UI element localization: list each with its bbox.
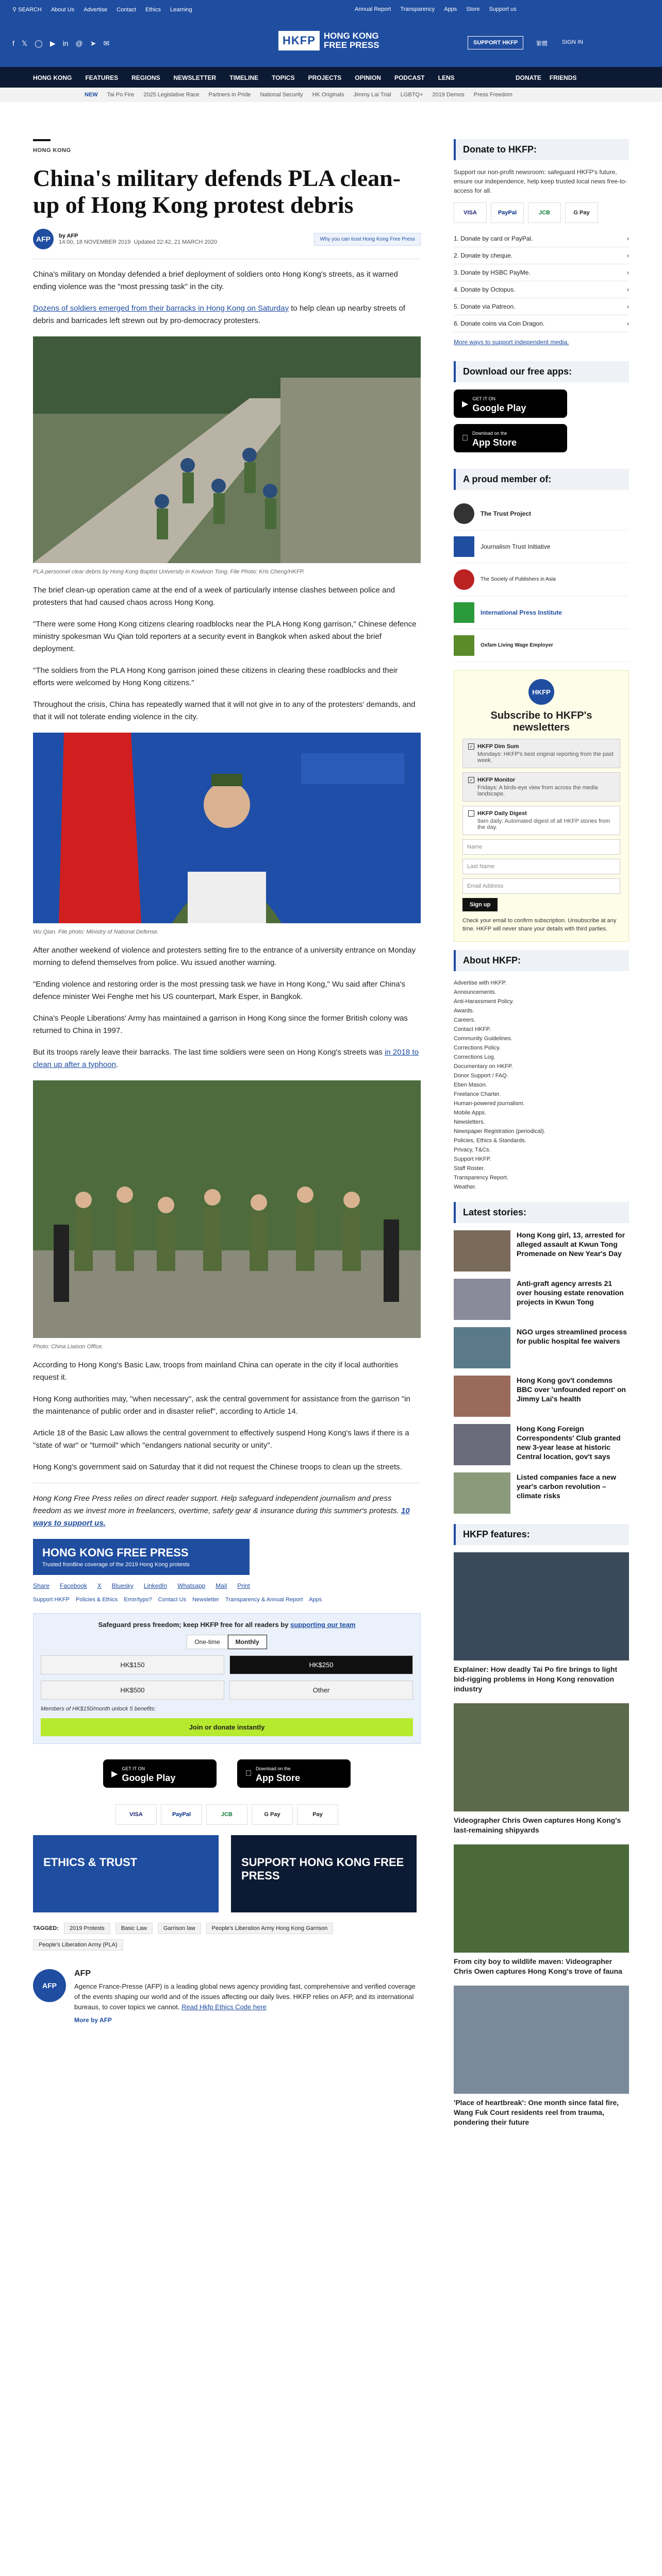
sign-up-button[interactable]: Sign up: [462, 898, 498, 911]
donate-method[interactable]: 6. Donate coins via Coin Dragon. ›: [454, 315, 629, 332]
nav-item[interactable]: OPINION: [355, 74, 381, 81]
share-print[interactable]: Print: [237, 1582, 250, 1589]
footer-link[interactable]: Apps: [309, 1597, 322, 1603]
newsletter-option[interactable]: ✓ HKFP Monitor Fridays: A birds-eye view from across the media landscape.: [462, 772, 620, 802]
join-donate-button[interactable]: Join or donate instantly: [41, 1718, 413, 1736]
footer-link[interactable]: Contact Us: [158, 1597, 187, 1603]
footer-link[interactable]: Transparency & Annual Report: [225, 1597, 303, 1603]
app-store-badge[interactable]: Download on the App Store: [454, 424, 567, 452]
member-org[interactable]: The Society of Publishers in Asia: [454, 563, 629, 596]
sidebar: [454, 139, 629, 2137]
about-link[interactable]: Transparency Report.: [454, 1175, 508, 1181]
donate-method[interactable]: 4. Donate by Octopus. ›: [454, 281, 629, 298]
search-link[interactable]: ⚲ SEARCH: [12, 7, 42, 13]
member-benefits: Members of HK$150/month unlock 5 benefits:: [41, 1706, 156, 1712]
nav-item[interactable]: REGIONS: [131, 74, 160, 81]
chevron-right-icon: ›: [627, 252, 629, 259]
trust-project-logo: [454, 503, 474, 524]
story-thumbnail: [454, 1472, 510, 1514]
trending-label: NEW: [85, 92, 98, 98]
feature-image: [454, 1844, 629, 1953]
linkedin-icon[interactable]: in: [62, 39, 69, 47]
trending-item[interactable]: National Security: [260, 92, 303, 98]
google-play-badge[interactable]: ▶ GET IT ON Google Play: [103, 1759, 217, 1788]
donate-methods: [454, 230, 629, 332]
tag[interactable]: People's Liberation Army Hong Kong Garrison: [206, 1923, 334, 1934]
paragraph: But its troops rarely leave their barracks. The last time soldiers were seen on Hong Kong's streets was in 2018 to clean up after a typhoon.: [33, 1048, 419, 1069]
paragraph: Hong Kong's government said on Saturday that it did not request the Chinese troops to clean up the streets.: [33, 1463, 402, 1471]
apple-icon: [462, 434, 468, 443]
clean-up-photo: [33, 336, 421, 563]
nav-item[interactable]: LENS: [438, 74, 455, 81]
about-link[interactable]: Announcements.: [454, 989, 496, 996]
about-link[interactable]: Mobile Apps.: [454, 1110, 486, 1116]
topbar-link[interactable]: Learning: [170, 6, 192, 13]
latest-story[interactable]: Anti-graft agency arrests 21 over housing estate renovation projects in Kwun Tong: [454, 1279, 629, 1320]
tier-option[interactable]: HK$150: [41, 1655, 224, 1674]
first-name-input[interactable]: Name: [462, 839, 620, 855]
about-link[interactable]: Community Guidelines.: [454, 1036, 512, 1042]
newsletter-note: Check your email to confirm subscription. Unsubscribe at any time. HKFP will never share your details with third parties.: [462, 918, 617, 933]
paragraph: China's People Liberations' Army has maintained a garrison in Hong Kong since the former British colony was returned to China in 1997.: [33, 1014, 408, 1035]
paragraph: "The soldiers from the PLA Hong Kong garrison joined these citizens in clearing these roadblocks and their efforts were welcomed by Hong Kong citizens.": [33, 666, 398, 687]
tags-label: TAGGED:: [33, 1925, 59, 1931]
top-utility-bar: [0, 0, 662, 20]
google-pay-logo: G Pay: [252, 1804, 293, 1825]
paypal-logo: PayPal: [161, 1804, 202, 1825]
feature-image: [454, 1552, 629, 1660]
site-logo[interactable]: HKFP HONG KONG FREE PRESS: [278, 31, 379, 50]
latest-story[interactable]: Hong Kong girl, 13, arrested for alleged assault at Kwun Tong Promenade on New Year's Day: [454, 1230, 629, 1272]
author-box: [33, 1969, 421, 2024]
visa-logo: VISA: [115, 1804, 157, 1825]
paragraph: Throughout the crisis, China has repeatedly warned that it will not give in to any of the protesters' demands, and that it will not tolerate ending violence in the city.: [33, 700, 416, 721]
paragraph: "Ending violence and restoring order is the most pressing task we have in Hong Kong," Wu said after China's defence minister Wei Fenghe met his US counterpart, Mark Esper, in Bangkok.: [33, 980, 405, 1001]
promo-tiles: [33, 1835, 421, 1912]
trending-item[interactable]: 2025 Legislative Race: [143, 92, 200, 98]
story-thumbnail: [454, 1424, 510, 1465]
donate-text: Support our non-profit newsroom: safeguard HKFP's future, ensure our independence, help keep trusted local news free-to-access for all.: [454, 168, 627, 194]
about-link[interactable]: Staff Roster.: [454, 1165, 485, 1172]
about-link[interactable]: Human-powered journalism.: [454, 1100, 525, 1107]
more-ways-link[interactable]: More ways to support independent media.: [454, 338, 569, 346]
about-link[interactable]: Advertise with HKFP.: [454, 980, 507, 987]
donate-method[interactable]: 3. Donate by HSBC PayMe. ›: [454, 264, 629, 281]
nav-item[interactable]: PODCAST: [394, 74, 425, 81]
newsletter-signup: [454, 670, 629, 942]
paragraph: Hong Kong authorities may, "when necessary", ask the central government for assistance from the garrison "in the maintenance of public order and in disaster relief", according to Article 14.: [33, 1395, 410, 1416]
main-nav: [0, 67, 662, 88]
newsletter-option[interactable]: ✓ HKFP Dim Sum Mondays: HKFP's best original reporting from the past week.: [462, 739, 620, 768]
about-link[interactable]: Support HKFP.: [454, 1156, 491, 1163]
paragraph: Dozens of soldiers emerged from their barracks in Hong Kong on Saturday to help clean up nearby streets of debris and barricades left strewn out by pro-democracy protesters.: [33, 304, 406, 325]
feature-story[interactable]: Explainer: How deadly Tai Po fire brings to light bid-rigging problems in Hong Kong renovation industry: [454, 1552, 629, 1694]
topbar-link[interactable]: Contact: [117, 6, 136, 13]
sign-in-link[interactable]: SIGN IN: [562, 39, 583, 45]
about-link[interactable]: Documentary on HKFP.: [454, 1063, 513, 1070]
inline-link[interactable]: in 2018 to clean up after a typhoon: [33, 1048, 419, 1069]
article: [33, 139, 421, 2024]
about-link[interactable]: Contact HKFP.: [454, 1026, 491, 1033]
nav-item[interactable]: TOPICS: [272, 74, 295, 81]
paypal-logo: PayPal: [491, 202, 524, 223]
paragraph: Article 18 of the Basic Law allows the central government to effectively suspend Hong Kong's laws if there is a "state of war" or "turmoil" which "endangers national security or unity".: [33, 1429, 409, 1450]
chevron-right-icon: ›: [627, 269, 629, 276]
trending-item[interactable]: Jimmy Lai Trial: [353, 92, 391, 98]
inline-link[interactable]: Dozens of soldiers emerged from their barracks in Hong Kong on Saturday: [33, 304, 289, 313]
more-by-author-link[interactable]: More by AFP: [74, 2016, 112, 2024]
trending-item[interactable]: Partners in Pride: [208, 92, 251, 98]
chevron-right-icon: ›: [627, 320, 629, 327]
newsletter-option[interactable]: HKFP Daily Digest 9am daily: Automated digest of all HKFP stories from the day.: [462, 806, 620, 835]
article-photo: [33, 336, 421, 575]
latest-story[interactable]: NGO urges streamlined process for public hospital fee waivers: [454, 1327, 629, 1368]
telegram-icon[interactable]: ➤: [90, 39, 96, 47]
about-link[interactable]: Freelance Charter.: [454, 1091, 501, 1098]
topbar-link[interactable]: Advertise: [84, 6, 108, 13]
latest-story[interactable]: Hong Kong gov't condemns BBC over 'unfounded report' on Jimmy Lai's health: [454, 1376, 629, 1417]
features-heading: HKFP features:: [454, 1524, 629, 1545]
checkbox-icon[interactable]: [468, 810, 474, 817]
member-org[interactable]: Journalism Trust Initiative: [454, 530, 629, 563]
photo-caption: Photo: China Liaison Office.: [33, 1344, 104, 1350]
kicker-rule: [33, 139, 51, 141]
tag[interactable]: People's Liberation Army (PLA): [33, 1939, 123, 1951]
story-thumbnail: [454, 1376, 510, 1417]
topbar-link[interactable]: Annual Report: [355, 6, 391, 12]
nav-item[interactable]: TIMELINE: [229, 74, 259, 81]
garrison-cleanup-photo: [33, 1080, 421, 1338]
oxfam-logo: [454, 635, 474, 656]
trending-item[interactable]: Press Freedom: [473, 92, 512, 98]
feature-story[interactable]: Videographer Chris Owen captures Hong Kong's last-remaining shipyards: [454, 1703, 629, 1835]
article-title: China's military defends PLA clean-up of Hong Kong protest debris: [33, 165, 401, 218]
author-bio: Agence France-Presse (AFP) is a leading global news agency providing fast, comprehensive and verified coverage of the events shaping our world and of the issues affecting our daily lives. HKFP relies on AFP, and its international bureaus, to cover topics we cannot.: [74, 1982, 416, 2011]
nav-item[interactable]: PROJECTS: [308, 74, 342, 81]
google-pay-logo: G Pay: [565, 202, 598, 223]
trending-item[interactable]: Tai Po Fire: [107, 92, 135, 98]
share-linkedin[interactable]: LinkedIn: [143, 1582, 168, 1589]
social-icons: [12, 39, 109, 48]
about-link[interactable]: Privacy, T&Cs.: [454, 1147, 491, 1154]
footer-link[interactable]: Newsletter: [192, 1597, 220, 1603]
footer-link[interactable]: Policies & Ethics: [75, 1597, 118, 1603]
donation-promo: Safeguard press freedom; keep HKFP free for all readers by supporting our team One-time Monthly HK$150 HK$250 HK$500 Other Members of HK$150/month unlock 5 benefits: Join or donate instantly: [33, 1613, 421, 1744]
member-org[interactable]: Oxfam Living Wage Employer: [454, 629, 629, 662]
nav-item[interactable]: FEATURES: [85, 74, 119, 81]
site-header: [0, 20, 662, 67]
feature-image: [454, 1986, 629, 2094]
apple-pay-logo: Pay: [297, 1804, 338, 1825]
latest-story[interactable]: Listed companies face a new year's carbon revolution – climate risks: [454, 1472, 629, 1514]
article-footer-links: [33, 1597, 421, 1603]
paragraph: China's military on Monday defended a brief deployment of soldiers onto Hong Kong's streets, as it warned ending violence was the "most pressing task" in the city.: [33, 270, 398, 291]
article-category[interactable]: HONG KONG: [33, 147, 71, 154]
trending-item[interactable]: LGBTQ+: [400, 92, 423, 98]
donate-payment-logos: [454, 202, 629, 223]
story-thumbnail: [454, 1327, 510, 1368]
youtube-icon[interactable]: ▶: [49, 39, 56, 47]
author-box-name[interactable]: AFP: [74, 1969, 91, 1978]
trending-item[interactable]: 2019 Demos: [432, 92, 465, 98]
member-of-heading: A proud member of:: [454, 469, 629, 490]
nav-item[interactable]: HONG KONG: [33, 74, 72, 81]
tag[interactable]: 2019 Protests: [64, 1923, 110, 1934]
support-note: Hong Kong Free Press relies on direct reader support. Help safeguard independent journalism and press freedom as we invest more in freelancers, overtime, safety gear & insurance during this summer's protests. 10 ways to support us.: [33, 1494, 410, 1528]
feature-story[interactable]: From city boy to wildlife maven: Videographer Chris Owen captures Hong Kong's trove of fauna: [454, 1844, 629, 1976]
share-label: Share: [33, 1582, 50, 1589]
story-thumbnail: [454, 1230, 510, 1272]
apple-icon: [245, 1769, 252, 1778]
newsletter-heading: Subscribe to HKFP's newsletters: [490, 710, 592, 733]
jcb-logo: JCB: [206, 1804, 247, 1825]
google-play-badge[interactable]: ▶ GET IT ON Google Play: [454, 389, 567, 418]
share-mail[interactable]: Mail: [216, 1582, 227, 1589]
ethics-tile[interactable]: ETHICS & TRUST: [33, 1835, 219, 1912]
language-switch[interactable]: 繁體: [536, 41, 548, 47]
byline: AFP by AFP 14:00, 18 NOVEMBER 2019 Updated 22:42, 21 MARCH 2020 Why you can trust Hong Kong Free Press: [33, 229, 421, 249]
instagram-icon[interactable]: ◯: [35, 39, 43, 47]
facebook-icon[interactable]: f: [12, 39, 14, 47]
trending-bar: [0, 88, 662, 102]
hkfp-badge: HKFP: [528, 679, 554, 705]
nav-friends[interactable]: FRIENDS: [549, 74, 577, 81]
support-tile[interactable]: SUPPORT HONG KONG FREE PRESS: [231, 1835, 417, 1912]
about-link[interactable]: Donor Support / FAQ.: [454, 1073, 508, 1079]
about-link[interactable]: Weather.: [454, 1184, 476, 1191]
nav-donate[interactable]: DONATE: [516, 74, 541, 81]
updated-date: Updated 22:42, 21 MARCH 2020: [134, 239, 217, 245]
spokesman-photo: [33, 733, 421, 923]
checkbox-checked-icon[interactable]: ✓: [468, 777, 474, 783]
topbar-link[interactable]: Transparency: [400, 6, 435, 12]
app-store-badge[interactable]: Download on the App Store: [237, 1759, 351, 1788]
mail-icon[interactable]: ✉: [103, 39, 110, 47]
about-link[interactable]: Awards.: [454, 1008, 474, 1014]
about-link[interactable]: Anti-Harassment Policy.: [454, 998, 514, 1005]
share-bluesky[interactable]: Bluesky: [111, 1582, 134, 1589]
google-play-icon: ▶: [111, 1769, 118, 1778]
paragraph: After another weekend of violence and protesters setting fire to the entrance of a university entrance on Monday morning to defend themselves from police. Wu issued another warning.: [33, 946, 416, 967]
paragraph: The brief clean-up operation came at the end of a week of particularly intense clashes between police and protesters that had caused chaos across Hong Kong.: [33, 586, 395, 607]
payment-logos: [33, 1804, 421, 1825]
feature-story[interactable]: 'Place of heartbreak': One month since fatal fire, Wang Fuk Court residents reel from trauma, pondering their future: [454, 1986, 629, 2127]
app-badges: [33, 1759, 421, 1794]
email-input[interactable]: Email Address: [462, 878, 620, 894]
tags: [33, 1923, 421, 1951]
author-avatar[interactable]: AFP: [33, 1969, 66, 2002]
tier-option[interactable]: HK$500: [41, 1681, 224, 1700]
support-hkfp-button[interactable]: SUPPORT HKFP: [468, 36, 523, 49]
chevron-right-icon: ›: [627, 303, 629, 310]
article-photo: [33, 1080, 421, 1350]
frequency-toggle: [41, 1635, 413, 1649]
footer-link[interactable]: Support HKFP: [33, 1597, 70, 1603]
topbar-link[interactable]: Apps: [444, 6, 457, 12]
support-team-link[interactable]: supporting our team: [290, 1621, 356, 1629]
last-name-input[interactable]: Last Name: [462, 859, 620, 874]
article-photo: [33, 733, 421, 935]
author-avatar[interactable]: AFP: [33, 229, 54, 249]
member-org[interactable]: The Trust Project: [454, 497, 629, 530]
latest-heading: Latest stories:: [454, 1202, 629, 1223]
member-org[interactable]: International Press Institute: [454, 596, 629, 629]
publish-date: 14:00, 18 NOVEMBER 2019: [59, 239, 131, 245]
nav-item[interactable]: NEWSLETTER: [173, 74, 217, 81]
topbar-link[interactable]: About Us: [51, 6, 75, 13]
author-name[interactable]: AFP: [67, 233, 78, 239]
photo-caption: PLA personnel clear debris by Hong Kong Baptist University in Kowloon Tong. File Photo: Kris Cheng/HKFP.: [33, 569, 305, 575]
monthly-tab[interactable]: Monthly: [228, 1635, 267, 1649]
ipi-logo: [454, 602, 474, 623]
donate-method[interactable]: 2. Donate by cheque. ›: [454, 247, 629, 264]
ethics-code-link[interactable]: Read Hkfp Ethics Code here: [181, 2003, 267, 2011]
topbar-link[interactable]: Ethics: [145, 6, 161, 13]
about-link[interactable]: Eben Mason.: [454, 1082, 487, 1089]
donate-method[interactable]: 1. Donate by card or PayPal. ›: [454, 230, 629, 247]
tier-option[interactable]: Other: [229, 1681, 413, 1700]
about-link[interactable]: Corrections Log.: [454, 1054, 495, 1061]
about-link[interactable]: Newsletters.: [454, 1119, 485, 1126]
tier-option-selected[interactable]: HK$250: [229, 1655, 413, 1674]
about-heading: About HKFP:: [454, 950, 629, 971]
topbar-link[interactable]: Store: [466, 6, 480, 12]
latest-story[interactable]: Hong Kong Foreign Correspondents' Club granted new 3-year lease at historic Central location, gov't says: [454, 1424, 629, 1465]
about-link[interactable]: Careers.: [454, 1017, 476, 1024]
share-links: [33, 1582, 421, 1589]
donate-heading: Donate to HKFP:: [454, 139, 629, 160]
x-icon[interactable]: 𝕏: [21, 39, 28, 47]
one-time-tab[interactable]: One-time: [187, 1635, 227, 1649]
about-link[interactable]: Newspaper Registration (periodical).: [454, 1128, 545, 1135]
paragraph: "There were some Hong Kong citizens clearing roadblocks near the PLA Hong Kong garrison," Chinese defence ministry spokesman Wu Qian told reporters at a security event in Bangkok when asked about the brief deployment.: [33, 620, 417, 653]
threads-icon[interactable]: @: [75, 39, 83, 47]
feature-image: [454, 1703, 629, 1811]
about-list: [454, 978, 629, 1192]
visa-logo: VISA: [454, 202, 487, 223]
google-play-icon: ▶: [462, 399, 469, 409]
paragraph: According to Hong Kong's Basic Law, troops from mainland China can operate in the city if local authorities request it.: [33, 1361, 399, 1382]
sopa-logo: [454, 569, 474, 590]
chevron-right-icon: ›: [627, 235, 629, 242]
ways-to-support-link[interactable]: 10 ways to support us.: [33, 1506, 410, 1528]
checkbox-checked-icon[interactable]: ✓: [468, 743, 474, 750]
chevron-right-icon: ›: [627, 286, 629, 293]
footer-link[interactable]: Error/typo?: [124, 1597, 152, 1603]
about-link[interactable]: Policies, Ethics & Standards.: [454, 1138, 526, 1144]
tag[interactable]: Garrison law: [158, 1923, 201, 1934]
jcb-logo: JCB: [528, 202, 561, 223]
about-link[interactable]: Corrections Policy.: [454, 1045, 501, 1052]
hkfp-banner[interactable]: HONG KONG FREE PRESS Trusted frontline coverage of the 2019 Hong Kong protests: [33, 1539, 250, 1575]
share-whatsapp[interactable]: Whatsapp: [177, 1582, 206, 1589]
trending-item[interactable]: HK Originals: [312, 92, 344, 98]
topbar-link[interactable]: Support us: [489, 6, 517, 12]
tag[interactable]: Basic Law: [115, 1923, 153, 1934]
jti-logo: [454, 536, 474, 557]
donate-method[interactable]: 5. Donate via Patreon. ›: [454, 298, 629, 315]
share-facebook[interactable]: Facebook: [60, 1582, 87, 1589]
apps-heading: Download our free apps:: [454, 361, 629, 382]
share-x[interactable]: X: [97, 1582, 102, 1589]
story-thumbnail: [454, 1279, 510, 1320]
why-trust-link[interactable]: Why you can trust Hong Kong Free Press: [314, 233, 421, 246]
photo-caption: Wu Qian. File photo: Ministry of National Defense.: [33, 929, 159, 935]
